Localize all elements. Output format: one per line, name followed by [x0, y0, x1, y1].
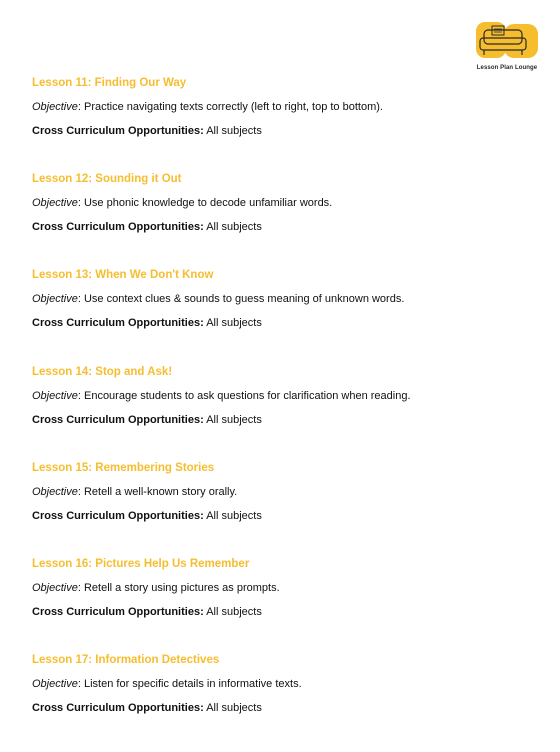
- objective-text: Encourage students to ask questions for clarification when reading.: [83, 389, 411, 402]
- cross-curriculum-label: Cross Curriculum Opportunities:: [32, 221, 204, 234]
- lesson-plan-lounge-logo: [474, 20, 540, 78]
- lesson-title: Lesson 17: Information Detectives: [32, 654, 220, 667]
- lesson-item: [32, 462, 532, 558]
- objective-label: Objective: [32, 581, 78, 594]
- cross-curriculum-label: Cross Curriculum Opportunities:: [32, 125, 204, 137]
- lesson-title: Lesson 13: When We Don't Know: [32, 269, 214, 282]
- cross-curriculum-label: Cross Curriculum Opportunities:: [32, 702, 204, 715]
- lesson-item: [32, 366, 532, 462]
- cross-curriculum: [32, 510, 532, 522]
- objective-label: Objective: [32, 101, 78, 113]
- cross-curriculum: [32, 702, 532, 714]
- cross-curriculum-value: All subjects: [206, 317, 262, 330]
- cross-curriculum: [32, 125, 532, 137]
- lesson-item: [32, 654, 532, 750]
- cross-curriculum-value: All subjects: [206, 221, 262, 234]
- objective-label: Objective: [32, 389, 78, 402]
- cross-curriculum-label: Cross Curriculum Opportunities:: [32, 509, 204, 522]
- objective-text: Retell a well-known story orally.: [83, 485, 238, 498]
- lesson-title: Lesson 11: Finding Our Way: [32, 77, 187, 89]
- cross-curriculum-value: All subjects: [206, 413, 262, 426]
- cross-curriculum: [32, 414, 532, 426]
- lesson-objective: Objective: Encourage students to ask questions for clarification when reading.: [32, 389, 411, 402]
- cross-curriculum-value: All subjects: [206, 605, 262, 618]
- logo-caption: Lesson Plan Lounge: [476, 65, 538, 71]
- lesson-list: [32, 77, 532, 750]
- lesson-item: [32, 173, 532, 269]
- lesson-title: Lesson 16: Pictures Help Us Remember: [32, 557, 250, 570]
- sofa-logo-icon: [474, 20, 540, 64]
- cross-curriculum: [32, 221, 532, 233]
- lesson-objective: Objective: Use phonic knowledge to decode unfamiliar words.: [32, 197, 333, 210]
- objective-text: Use context clues & sounds to guess meaning of unknown words.: [83, 293, 405, 306]
- lesson-objective: Objective: Practice navigating texts correctly (left to right, top to bottom).: [32, 101, 383, 113]
- lesson-title: Lesson 12: Sounding it Out: [32, 173, 182, 186]
- lesson-item: [32, 269, 532, 365]
- objective-label: Objective: [32, 678, 78, 691]
- lesson-title: Lesson 14: Stop and Ask!: [32, 365, 173, 378]
- cross-curriculum-label: Cross Curriculum Opportunities:: [32, 317, 204, 330]
- lesson-item: [32, 77, 532, 173]
- objective-text: Listen for specific details in informative texts.: [83, 678, 302, 691]
- lesson-title: Lesson 15: Remembering Stories: [32, 461, 215, 474]
- objective-text: Retell a story using pictures as prompts.: [83, 581, 280, 594]
- lesson-objective: Objective: Retell a story using pictures as prompts.: [32, 581, 280, 594]
- objective-label: Objective: [32, 293, 78, 306]
- cross-curriculum-value: All subjects: [206, 702, 262, 715]
- objective-text: Practice navigating texts correctly (left to right, top to bottom).: [83, 101, 383, 113]
- lesson-objective: Objective: Retell a well-known story orally.: [32, 485, 238, 498]
- cross-curriculum-value: All subjects: [206, 509, 262, 522]
- cross-curriculum: [32, 317, 532, 329]
- cross-curriculum-label: Cross Curriculum Opportunities:: [32, 605, 204, 618]
- cross-curriculum-value: All subjects: [206, 125, 262, 137]
- objective-text: Use phonic knowledge to decode unfamiliar words.: [83, 197, 333, 210]
- objective-label: Objective: [32, 485, 78, 498]
- cross-curriculum: [32, 606, 532, 618]
- objective-label: Objective: [32, 197, 78, 210]
- lesson-objective: Objective: Use context clues & sounds to guess meaning of unknown words.: [32, 293, 405, 306]
- lesson-objective: Objective: Listen for specific details in informative texts.: [32, 678, 302, 691]
- lesson-item: [32, 558, 532, 654]
- cross-curriculum-label: Cross Curriculum Opportunities:: [32, 413, 204, 426]
